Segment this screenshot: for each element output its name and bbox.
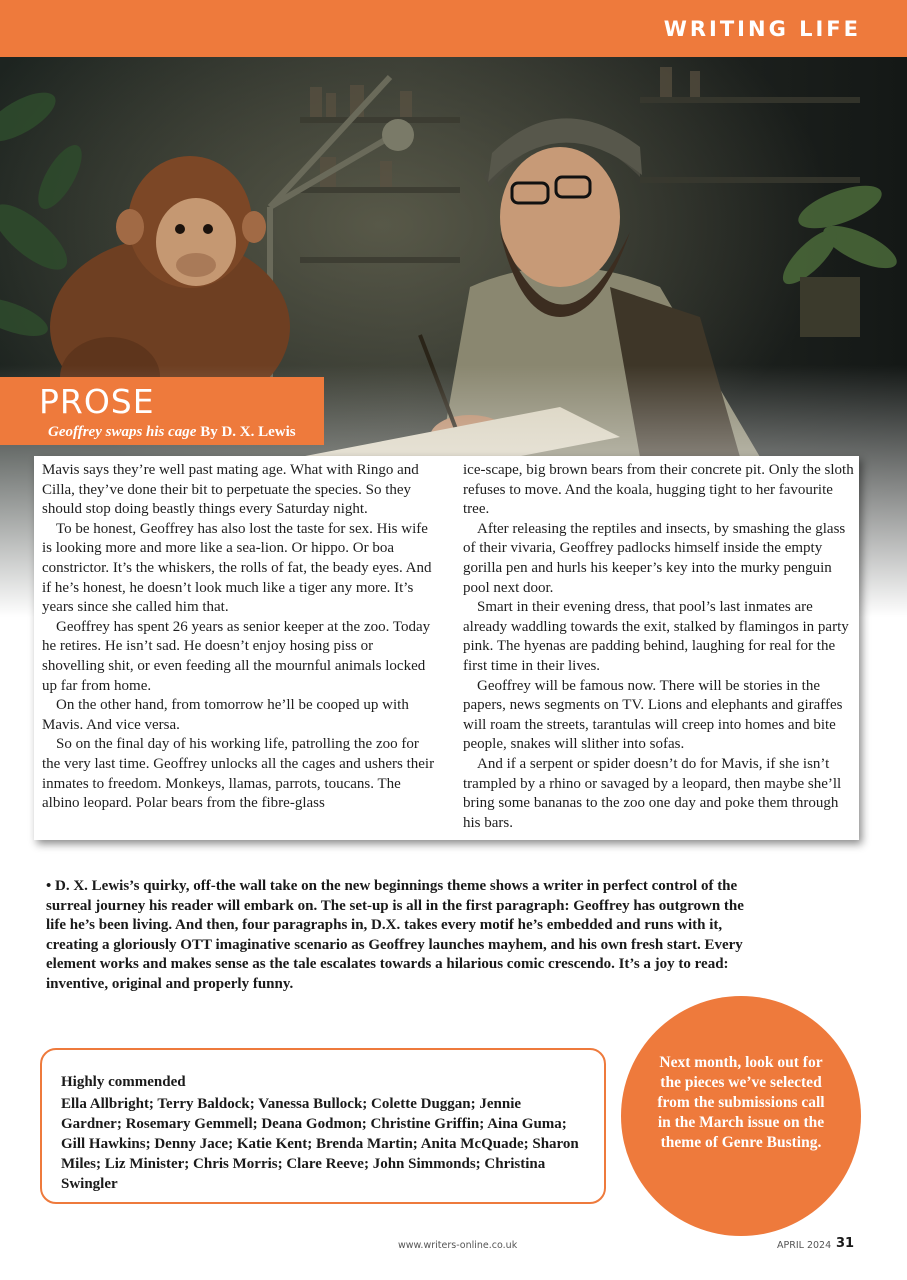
story-paragraph: Geoffrey has spent 26 years as senior keeper at the zoo. Today he retires. He isn’t sad. He doesn’t enjoy hosing piss or shovelling shit, or even feeding all the mournful animals locked up far from home. <box>42 618 431 694</box>
story-heading <box>48 424 296 441</box>
story-paragraph: On the other hand, from tomorrow he’ll be cooped up with Mavis. And vice versa. <box>42 697 409 733</box>
next-month-text: Next month, look out for the pieces we’ve selected from the submissions call in the March issue on the theme of Genre Busting. <box>657 1054 825 1151</box>
story-paragraph: ice-scape, big brown bears from their concrete pit. Only the sloth refuses to move. And the koala, hugging tight to her favourite tree. <box>463 462 854 518</box>
story-paragraph: Geoffrey will be famous now. There will be stories in the papers, news segments on TV. Lions and elephants and giraffes will roam the streets, tarantulas will creep into homes and bite people, snakes will slither into sofas. <box>463 677 843 753</box>
section-label: WRITING LIFE <box>663 17 861 41</box>
footer-url: www.writers-online.co.uk <box>398 1240 518 1251</box>
story-title: Geoffrey swaps his cage <box>48 424 197 440</box>
story-byline: By D. X. Lewis <box>200 424 296 440</box>
story-paragraph: After releasing the reptiles and insects, by smashing the glass of their vivaria, Geoffrey padlocks himself inside the empty gorilla pen and hurls his keeper’s key into the murky penguin pool next door. <box>463 520 846 596</box>
story-paragraph: Mavis says they’re well past mating age. What with Ringo and Cilla, they’ve done their bit to perpetuate the species. So they should stop doing beastly things every Saturday night. <box>42 462 419 518</box>
highly-commended-title: Highly commended <box>61 1074 186 1090</box>
feature-title: PROSE <box>39 382 155 421</box>
highly-commended-names: Ella Allbright; Terry Baldock; Vanessa Bullock; Colette Duggan; Jennie Gardner; Rosemary Gemmell; Deana Godmon; Christine Griffin; Aina Guma; Gill Hawkins; Denny Jace; Katie Kent; Brenda Martin; Anita McQuade; Sharon Miles; Liz Minister; Chris Morris; Clare Reeve; John Simmonds; Christina Swingler <box>61 1096 579 1192</box>
story-column-left <box>42 461 438 814</box>
page-number: 31 <box>836 1236 855 1251</box>
story-paragraph: And if a serpent or spider doesn’t do for Mavis, if she isn’t trampled by a rhino or savaged by a leopard, then maybe she’ll bring some bananas to the zoo one day and poke them through his bars. <box>463 755 842 831</box>
critique-text: • D. X. Lewis’s quirky, off-the wall take on the new beginnings theme shows a writer in perfect control of the surreal journey his reader will embark on. The set-up is all in the first paragraph: Geoffrey has outgrown the life he’s been living. And then, four paragraphs in, D.X. takes every motif he’s embedded and runs with it, creating a gloriously OTT imaginative scenario as Geoffrey launches mayhem, and his own fresh start. Every element works and makes sense as the tale escalates towards a hilarious comic crescendo. It’s a joy to read: inventive, original and properly funny. <box>46 878 744 992</box>
story-paragraph: Smart in their evening dress, that pool’s last inmates are already waddling towards the exit, stalked by flamingos in party pink. The hyenas are padding behind, laughing for real for the first time in their lives. <box>463 599 849 674</box>
footer-date: APRIL 2024 <box>777 1240 832 1251</box>
story-column-right <box>463 461 855 833</box>
story-box <box>34 456 859 840</box>
story-paragraph: So on the final day of his working life, patrolling the zoo for the very last time. Geoffrey unlocks all the cages and ushers their inmates to freedom. Monkeys, llamas, parrots, toucans. The albino leopard. Polar bears from the fibre-glass <box>42 736 435 812</box>
highly-commended-box <box>40 1048 606 1204</box>
story-paragraph: To be honest, Geoffrey has also lost the taste for sex. His wife is looking more and more like a sea-lion. Or hippo. Or boa constrictor. It’s the whiskers, the rolls of fat, the beady eyes. And if he’s honest, he doesn’t look much like a tiger any more. It’s years since she called him that. <box>42 520 432 616</box>
